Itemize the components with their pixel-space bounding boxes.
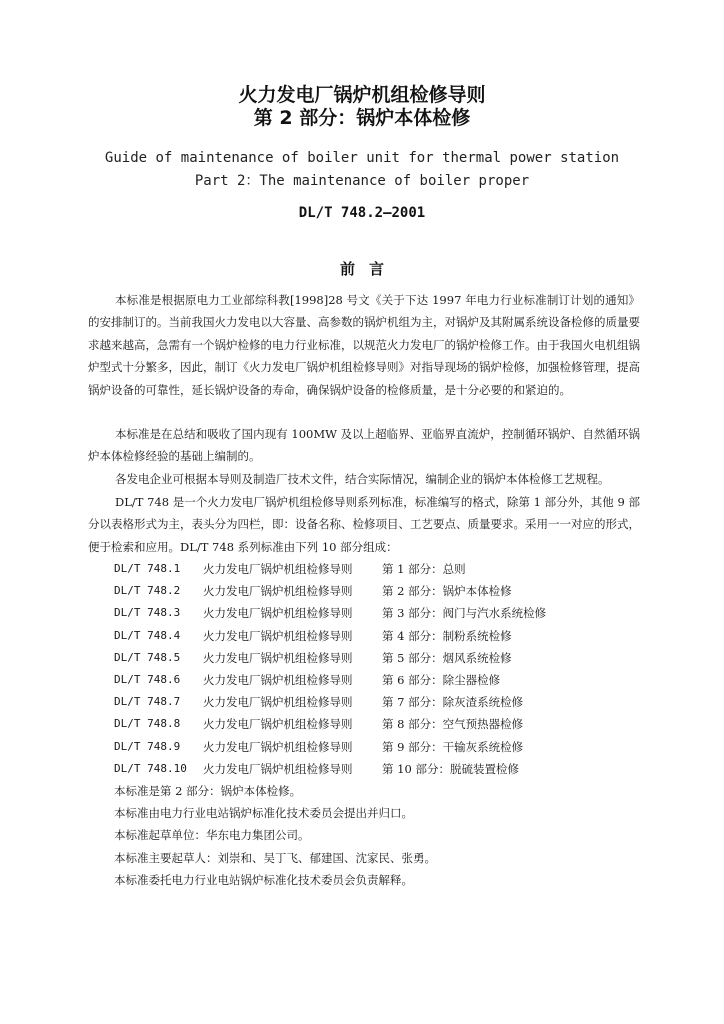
series-parts-list <box>114 558 634 780</box>
part-title: 第 5 部分：烟风系统检修 <box>382 650 512 665</box>
closing-line: 本标准起草单位：华东电力集团公司。 <box>114 828 310 843</box>
part-series-name: 火力发电厂锅炉机组检修导则 <box>203 584 353 599</box>
foreword-paragraph: DL/T 748 是一个火力发电厂锅炉机组检修导则系列标准，标准编写的格式，除第 1 部分外，其他 9 部分以表格形式为主，表头分为四栏，即：设备名称、检修项目、工艺要点、质量要求。采用一一对应的形式，便于检索和应用。DL/T 748 系列标准由下列 10 部分组成： <box>88 495 640 554</box>
part-code: DL/T 748.2 <box>114 584 181 598</box>
part-series-name: 火力发电厂锅炉机组检修导则 <box>203 562 353 576</box>
document-subtitle-en: Part 2：The maintenance of boiler proper <box>194 173 530 189</box>
foreword-closing <box>114 780 634 891</box>
part-title: 第 10 部分：脱硫装置检修 <box>382 761 519 776</box>
list-item <box>114 691 634 713</box>
part-code: DL/T 748.8 <box>114 717 181 731</box>
list-item <box>114 736 634 758</box>
part-title: 第 4 部分：制粉系统检修 <box>382 628 512 643</box>
list-item <box>114 602 634 624</box>
foreword-heading: 前言 <box>339 260 398 278</box>
part-code: DL/T 748.9 <box>114 739 181 753</box>
closing-line: 本标准委托电力行业电站锅炉标准化技术委员会负责解释。 <box>114 872 413 887</box>
list-item <box>114 713 634 735</box>
part-title: 第 3 部分：阀门与汽水系统检修 <box>382 606 547 621</box>
part-title: 第 6 部分：除尘器检修 <box>382 672 501 687</box>
foreword-paragraph: 本标准是根据原电力工业部综科教[1998]28 号文《关于下达 1997 年电力行业标准制订计划的通知》的安排制订的。当前我国火力发电以大容量、高参数的锅炉机组为主，对锅炉及其附属系统设备检修的质量要求越来越高，急需有一个锅炉检修的电力行业标准，以规范火力发电厂的锅炉检修工作。由于我国火电机组锅炉型式十分繁多，因此，制订《火力发电厂锅炉机组检修导则》对指导现场的锅炉检修，加强检修管理，提高锅炉设备的可靠性，延长锅炉设备的寿命，确保锅炉设备的检修质量，是十分必要的和紧迫的。 <box>88 293 640 397</box>
standard-code: DL/T 748.2—2001 <box>298 205 426 221</box>
part-title: 第 7 部分：除灰渣系统检修 <box>382 695 524 710</box>
list-item <box>114 669 634 691</box>
part-code: DL/T 748.3 <box>114 606 181 620</box>
list-item <box>114 758 634 780</box>
list-item <box>114 647 634 669</box>
part-series-name: 火力发电厂锅炉机组检修导则 <box>203 717 353 732</box>
closing-line: 本标准是第 2 部分：锅炉本体检修。 <box>114 784 302 798</box>
part-code: DL/T 748.7 <box>114 695 181 709</box>
part-series-name: 火力发电厂锅炉机组检修导则 <box>203 695 353 710</box>
part-code: DL/T 748.6 <box>114 672 181 686</box>
part-series-name: 火力发电厂锅炉机组检修导则 <box>203 606 353 621</box>
foreword-paragraph: 各发电企业可根据本导则及制造厂技术文件，结合实际情况，编制企业的锅炉本体检修工艺规程。 <box>115 472 610 486</box>
list-item <box>114 580 634 602</box>
list-item <box>114 558 634 580</box>
part-series-name: 火力发电厂锅炉机组检修导则 <box>203 761 353 776</box>
part-title: 第 9 部分：干输灰系统检修 <box>382 739 524 754</box>
part-series-name: 火力发电厂锅炉机组检修导则 <box>203 739 353 754</box>
closing-line: 本标准由电力行业电站锅炉标准化技术委员会提出并归口。 <box>114 806 413 821</box>
document-title-zh: 火力发电厂锅炉机组检修导则 <box>238 84 486 106</box>
document-subtitle-zh: 第 2 部分：锅炉本体检修 <box>253 107 471 129</box>
part-title: 第 8 部分：空气预热器检修 <box>382 717 524 732</box>
part-code: DL/T 748.5 <box>114 650 181 664</box>
closing-line: 本标准主要起草人：刘崇和、吴丁飞、郁建国、沈家民、张勇。 <box>114 850 436 865</box>
part-title: 第 1 部分：总则 <box>382 562 466 576</box>
part-series-name: 火力发电厂锅炉机组检修导则 <box>203 628 353 643</box>
document-title-en: Guide of maintenance of boiler unit for thermal power station <box>104 150 620 166</box>
part-code: DL/T 748.1 <box>114 562 181 575</box>
list-item <box>114 625 634 647</box>
part-code: DL/T 748.4 <box>114 628 181 642</box>
foreword-paragraph: 本标准是在总结和吸收了国内现有 100MW 及以上超临界、亚临界直流炉，控制循环锅炉、自然循环锅炉本体检修经验的基础上编制的。 <box>88 427 640 464</box>
part-series-name: 火力发电厂锅炉机组检修导则 <box>203 672 353 687</box>
part-code: DL/T 748.10 <box>114 761 187 775</box>
part-series-name: 火力发电厂锅炉机组检修导则 <box>203 650 353 665</box>
part-title: 第 2 部分：锅炉本体检修 <box>382 584 512 599</box>
